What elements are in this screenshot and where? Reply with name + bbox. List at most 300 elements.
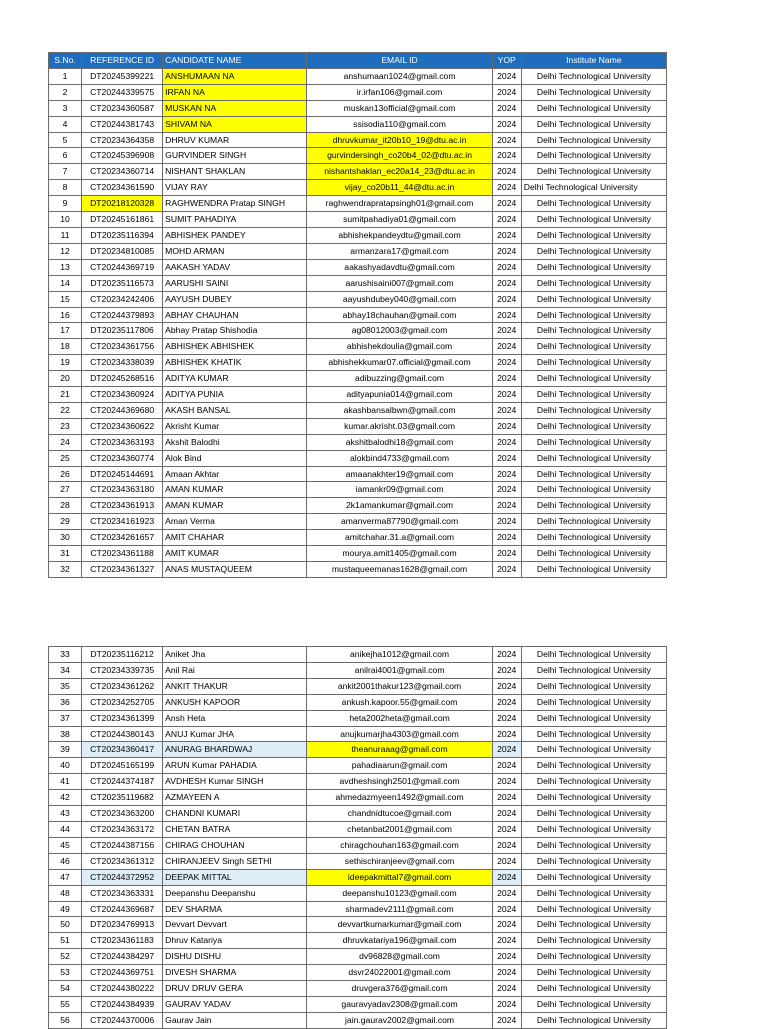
cell-reference-id: DT20234810085 — [82, 243, 163, 259]
cell-yop: 2024 — [492, 355, 521, 371]
cell-sno: 1 — [49, 68, 82, 84]
cell-candidate-name: AVDHESH Kumar SINGH — [163, 774, 307, 790]
cell-yop: 2024 — [492, 243, 521, 259]
cell-yop: 2024 — [492, 996, 521, 1012]
cell-yop: 2024 — [492, 758, 521, 774]
cell-reference-id: DT20235116573 — [82, 275, 163, 291]
table-row — [49, 853, 667, 869]
cell-yop: 2024 — [492, 821, 521, 837]
cell-email-id: 2k1amankumar@gmail.com — [307, 498, 492, 514]
cell-yop: 2024 — [492, 387, 521, 403]
cell-institute-name: Delhi Technological University — [521, 647, 666, 663]
cell-reference-id: DT20235117806 — [82, 323, 163, 339]
cell-institute-name: Delhi Technological University — [521, 450, 666, 466]
cell-candidate-name: DHRUV KUMAR — [163, 132, 307, 148]
cell-email-id: dv96828@gmail.com — [307, 949, 492, 965]
cell-institute-name: Delhi Technological University — [521, 323, 666, 339]
cell-sno: 5 — [49, 132, 82, 148]
table-row — [49, 726, 667, 742]
cell-yop: 2024 — [492, 227, 521, 243]
cell-yop: 2024 — [492, 853, 521, 869]
cell-reference-id: CT20234363180 — [82, 482, 163, 498]
cell-yop: 2024 — [492, 885, 521, 901]
cell-institute-name: Delhi Technological University — [521, 949, 666, 965]
cell-reference-id: CT20234361312 — [82, 853, 163, 869]
header-yop: YOP — [492, 53, 521, 69]
cell-yop: 2024 — [492, 774, 521, 790]
cell-email-id: akshitbalodhi18@gmail.com — [307, 434, 492, 450]
cell-reference-id: CT20244380222 — [82, 981, 163, 997]
cell-yop: 2024 — [492, 148, 521, 164]
cell-candidate-name: ANKUSH KAPOOR — [163, 694, 307, 710]
cell-candidate-name: ABHISHEK PANDEY — [163, 227, 307, 243]
cell-candidate-name: AZMAYEEN A — [163, 790, 307, 806]
cell-candidate-name: CHETAN BATRA — [163, 821, 307, 837]
cell-yop: 2024 — [492, 132, 521, 148]
cell-reference-id: CT20244379893 — [82, 307, 163, 323]
cell-email-id: devvartkumarkumar@gmail.com — [307, 917, 492, 933]
cell-sno: 14 — [49, 275, 82, 291]
table-row — [49, 148, 667, 164]
cell-email-id: raghwendrapratapsingh01@gmail.com — [307, 196, 492, 212]
cell-yop: 2024 — [492, 514, 521, 530]
cell-yop: 2024 — [492, 402, 521, 418]
cell-reference-id: CT20234338039 — [82, 355, 163, 371]
table-row — [49, 530, 667, 546]
cell-candidate-name: IRFAN NA — [163, 84, 307, 100]
cell-email-id: ankush.kapoor.55@gmail.com — [307, 694, 492, 710]
cell-email-id: dsvr24022001@gmail.com — [307, 965, 492, 981]
cell-institute-name: Delhi Technological University — [521, 726, 666, 742]
cell-reference-id: CT20234361183 — [82, 933, 163, 949]
cell-sno: 20 — [49, 371, 82, 387]
cell-candidate-name: ARUN Kumar PAHADIA — [163, 758, 307, 774]
cell-institute-name: Delhi Technological University — [521, 259, 666, 275]
cell-reference-id: DT20245144691 — [82, 466, 163, 482]
cell-yop: 2024 — [492, 837, 521, 853]
cell-reference-id: CT20234252705 — [82, 694, 163, 710]
table-row — [49, 418, 667, 434]
cell-reference-id: CT20244381743 — [82, 116, 163, 132]
cell-reference-id: CT20234360622 — [82, 418, 163, 434]
cell-reference-id: CT20234363172 — [82, 821, 163, 837]
table-row — [49, 387, 667, 403]
cell-email-id: abhay18chauhan@gmail.com — [307, 307, 492, 323]
cell-institute-name: Delhi Technological University — [521, 180, 666, 196]
cell-sno: 44 — [49, 821, 82, 837]
cell-institute-name: Delhi Technological University — [521, 774, 666, 790]
table-row — [49, 742, 667, 758]
table-row — [49, 965, 667, 981]
cell-yop: 2024 — [492, 116, 521, 132]
cell-yop: 2024 — [492, 678, 521, 694]
cell-reference-id: CT20234361188 — [82, 546, 163, 562]
cell-sno: 12 — [49, 243, 82, 259]
cell-candidate-name: GURVINDER SINGH — [163, 148, 307, 164]
cell-reference-id: CT20234339735 — [82, 662, 163, 678]
cell-institute-name: Delhi Technological University — [521, 132, 666, 148]
cell-reference-id: DT20218120328 — [82, 196, 163, 212]
cell-institute-name: Delhi Technological University — [521, 514, 666, 530]
cell-reference-id: DT20245399221 — [82, 68, 163, 84]
cell-reference-id: DT20235116212 — [82, 647, 163, 663]
cell-reference-id: DT20235116394 — [82, 227, 163, 243]
cell-email-id: deepanshu10123@gmail.com — [307, 885, 492, 901]
cell-sno: 38 — [49, 726, 82, 742]
cell-candidate-name: Alok Bind — [163, 450, 307, 466]
table-row — [49, 806, 667, 822]
cell-email-id: amitchahar.31.a@gmail.com — [307, 530, 492, 546]
cell-email-id: gauravyadav2308@gmail.com — [307, 996, 492, 1012]
cell-email-id: vijay_co20b11_44@dtu.ac.in — [307, 180, 492, 196]
cell-yop: 2024 — [492, 434, 521, 450]
cell-reference-id: CT20244387156 — [82, 837, 163, 853]
cell-institute-name: Delhi Technological University — [521, 243, 666, 259]
cell-email-id: druvgera376@gmail.com — [307, 981, 492, 997]
cell-institute-name: Delhi Technological University — [521, 68, 666, 84]
cell-candidate-name: Ansh Heta — [163, 710, 307, 726]
cell-reference-id: CT20234361262 — [82, 678, 163, 694]
cell-yop: 2024 — [492, 307, 521, 323]
cell-email-id: ankit2001thakur123@gmail.com — [307, 678, 492, 694]
cell-sno: 10 — [49, 212, 82, 228]
cell-email-id: dhruvkumar_it20b10_19@dtu.ac.in — [307, 132, 492, 148]
cell-yop: 2024 — [492, 933, 521, 949]
table-row — [49, 180, 667, 196]
table-row — [49, 933, 667, 949]
table-row — [49, 885, 667, 901]
table-row — [49, 498, 667, 514]
cell-email-id: aayushdubey040@gmail.com — [307, 291, 492, 307]
cell-reference-id: DT20245161861 — [82, 212, 163, 228]
cell-sno: 9 — [49, 196, 82, 212]
cell-sno: 30 — [49, 530, 82, 546]
cell-email-id: anujkumarjha4303@gmail.com — [307, 726, 492, 742]
cell-email-id: ahmedazmyeen1492@gmail.com — [307, 790, 492, 806]
cell-institute-name: Delhi Technological University — [521, 212, 666, 228]
cell-email-id: theanuraaag@gmail.com — [307, 742, 492, 758]
cell-institute-name: Delhi Technological University — [521, 885, 666, 901]
cell-email-id: mourya.amit1405@gmail.com — [307, 546, 492, 562]
cell-sno: 49 — [49, 901, 82, 917]
cell-institute-name: Delhi Technological University — [521, 275, 666, 291]
cell-institute-name: Delhi Technological University — [521, 710, 666, 726]
cell-candidate-name: SHIVAM NA — [163, 116, 307, 132]
cell-yop: 2024 — [492, 869, 521, 885]
cell-reference-id: CT20234242406 — [82, 291, 163, 307]
table-row — [49, 821, 667, 837]
table-row — [49, 647, 667, 663]
cell-candidate-name: Aman Verma — [163, 514, 307, 530]
cell-sno: 13 — [49, 259, 82, 275]
cell-candidate-name: DISHU DISHU — [163, 949, 307, 965]
cell-institute-name: Delhi Technological University — [521, 694, 666, 710]
cell-email-id: heta2002heta@gmail.com — [307, 710, 492, 726]
cell-yop: 2024 — [492, 790, 521, 806]
cell-sno: 40 — [49, 758, 82, 774]
cell-institute-name: Delhi Technological University — [521, 821, 666, 837]
cell-candidate-name: ANURAG BHARDWAJ — [163, 742, 307, 758]
cell-yop: 2024 — [492, 68, 521, 84]
table-row — [49, 901, 667, 917]
cell-email-id: chiragchouhan163@gmail.com — [307, 837, 492, 853]
cell-reference-id: CT20234361913 — [82, 498, 163, 514]
cell-reference-id: CT20234361399 — [82, 710, 163, 726]
cell-reference-id: CT20234360774 — [82, 450, 163, 466]
cell-sno: 11 — [49, 227, 82, 243]
table-row — [49, 291, 667, 307]
cell-institute-name: Delhi Technological University — [521, 434, 666, 450]
cell-sno: 56 — [49, 1012, 82, 1028]
cell-yop: 2024 — [492, 498, 521, 514]
table-row — [49, 996, 667, 1012]
cell-sno: 28 — [49, 498, 82, 514]
cell-institute-name: Delhi Technological University — [521, 837, 666, 853]
cell-candidate-name: AMIT KUMAR — [163, 546, 307, 562]
cell-candidate-name: Dhruv Katariya — [163, 933, 307, 949]
cell-institute-name: Delhi Technological University — [521, 662, 666, 678]
cell-institute-name: Delhi Technological University — [521, 387, 666, 403]
cell-email-id: gurvindersingh_co20b4_02@dtu.ac.in — [307, 148, 492, 164]
cell-sno: 24 — [49, 434, 82, 450]
cell-sno: 18 — [49, 339, 82, 355]
cell-institute-name: Delhi Technological University — [521, 996, 666, 1012]
cell-sno: 51 — [49, 933, 82, 949]
table-row — [49, 869, 667, 885]
cell-sno: 27 — [49, 482, 82, 498]
cell-reference-id: CT20234361756 — [82, 339, 163, 355]
table-row — [49, 323, 667, 339]
cell-sno: 48 — [49, 885, 82, 901]
cell-sno: 23 — [49, 418, 82, 434]
cell-institute-name: Delhi Technological University — [521, 100, 666, 116]
cell-candidate-name: SUMIT PAHADIYA — [163, 212, 307, 228]
cell-sno: 3 — [49, 100, 82, 116]
cell-sno: 45 — [49, 837, 82, 853]
cell-sno: 50 — [49, 917, 82, 933]
table-row — [49, 116, 667, 132]
cell-yop: 2024 — [492, 100, 521, 116]
header-candidate-name: CANDIDATE NAME — [163, 53, 307, 69]
cell-email-id: anshumaan1024@gmail.com — [307, 68, 492, 84]
cell-reference-id: CT20244384297 — [82, 949, 163, 965]
cell-institute-name: Delhi Technological University — [521, 869, 666, 885]
cell-sno: 47 — [49, 869, 82, 885]
cell-candidate-name: DIVESH SHARMA — [163, 965, 307, 981]
table-row — [49, 339, 667, 355]
cell-reference-id: CT20244370006 — [82, 1012, 163, 1028]
cell-reference-id: CT20234363331 — [82, 885, 163, 901]
cell-reference-id: CT20244380143 — [82, 726, 163, 742]
cell-sno: 17 — [49, 323, 82, 339]
cell-yop: 2024 — [492, 291, 521, 307]
cell-email-id: abhishekkumar07.official@gmail.com — [307, 355, 492, 371]
cell-email-id: sharmadev2111@gmail.com — [307, 901, 492, 917]
table-row — [49, 562, 667, 578]
table-row — [49, 434, 667, 450]
cell-candidate-name: DRUV DRUV GERA — [163, 981, 307, 997]
cell-candidate-name: DEV SHARMA — [163, 901, 307, 917]
cell-institute-name: Delhi Technological University — [521, 339, 666, 355]
table-body-2 — [49, 647, 667, 1029]
cell-reference-id: CT20234364358 — [82, 132, 163, 148]
cell-institute-name: Delhi Technological University — [521, 965, 666, 981]
cell-candidate-name: Anil Rai — [163, 662, 307, 678]
cell-sno: 39 — [49, 742, 82, 758]
cell-sno: 4 — [49, 116, 82, 132]
table-row — [49, 466, 667, 482]
cell-sno: 21 — [49, 387, 82, 403]
cell-yop: 2024 — [492, 450, 521, 466]
cell-institute-name: Delhi Technological University — [521, 164, 666, 180]
cell-candidate-name: Gaurav Jain — [163, 1012, 307, 1028]
cell-candidate-name: AARUSHI SAINI — [163, 275, 307, 291]
cell-email-id: anikejha1012@gmail.com — [307, 647, 492, 663]
table-row — [49, 164, 667, 180]
cell-candidate-name: AMAN KUMAR — [163, 482, 307, 498]
cell-reference-id: DT20234769913 — [82, 917, 163, 933]
cell-institute-name: Delhi Technological University — [521, 482, 666, 498]
cell-email-id: iamankr09@gmail.com — [307, 482, 492, 498]
cell-reference-id: CT20244339575 — [82, 84, 163, 100]
cell-email-id: sumitpahadiya01@gmail.com — [307, 212, 492, 228]
table-row — [49, 275, 667, 291]
cell-institute-name: Delhi Technological University — [521, 1012, 666, 1028]
cell-reference-id: CT20244369680 — [82, 402, 163, 418]
cell-reference-id: CT20244369687 — [82, 901, 163, 917]
cell-sno: 54 — [49, 981, 82, 997]
cell-yop: 2024 — [492, 662, 521, 678]
cell-candidate-name: CHANDNI KUMARI — [163, 806, 307, 822]
cell-sno: 29 — [49, 514, 82, 530]
cell-institute-name: Delhi Technological University — [521, 853, 666, 869]
cell-candidate-name: RAGHWENDRA Pratap SINGH — [163, 196, 307, 212]
table-row — [49, 1012, 667, 1028]
cell-candidate-name: Abhay Pratap Shishodia — [163, 323, 307, 339]
table-row — [49, 546, 667, 562]
cell-institute-name: Delhi Technological University — [521, 402, 666, 418]
cell-sno: 6 — [49, 148, 82, 164]
cell-candidate-name: ABHAY CHAUHAN — [163, 307, 307, 323]
table-row — [49, 212, 667, 228]
cell-institute-name: Delhi Technological University — [521, 981, 666, 997]
cell-candidate-name: AMAN KUMAR — [163, 498, 307, 514]
cell-yop: 2024 — [492, 275, 521, 291]
cell-email-id: armanzara17@gmail.com — [307, 243, 492, 259]
cell-reference-id: CT20234360587 — [82, 100, 163, 116]
table-row — [49, 482, 667, 498]
table-row — [49, 371, 667, 387]
table-row — [49, 949, 667, 965]
cell-candidate-name: Deepanshu Deepanshu — [163, 885, 307, 901]
cell-institute-name: Delhi Technological University — [521, 806, 666, 822]
cell-sno: 22 — [49, 402, 82, 418]
table-row — [49, 355, 667, 371]
cell-yop: 2024 — [492, 530, 521, 546]
cell-yop: 2024 — [492, 339, 521, 355]
table-row — [49, 196, 667, 212]
cell-candidate-name: ADITYA PUNIA — [163, 387, 307, 403]
cell-email-id: adibuzzing@gmail.com — [307, 371, 492, 387]
cell-email-id: abhishekpandeydtu@gmail.com — [307, 227, 492, 243]
cell-yop: 2024 — [492, 949, 521, 965]
cell-reference-id: DT20245165199 — [82, 758, 163, 774]
cell-yop: 2024 — [492, 371, 521, 387]
cell-yop: 2024 — [492, 694, 521, 710]
cell-yop: 2024 — [492, 546, 521, 562]
table-row — [49, 100, 667, 116]
cell-candidate-name: ANUJ Kumar JHA — [163, 726, 307, 742]
table-row — [49, 678, 667, 694]
cell-reference-id: CT20234360924 — [82, 387, 163, 403]
cell-sno: 32 — [49, 562, 82, 578]
cell-reference-id: DT20245268516 — [82, 371, 163, 387]
cell-institute-name: Delhi Technological University — [521, 116, 666, 132]
cell-candidate-name: Aniket Jha — [163, 647, 307, 663]
cell-reference-id: CT20234361590 — [82, 180, 163, 196]
cell-candidate-name: Devvart Devvart — [163, 917, 307, 933]
cell-candidate-name: DEEPAK MITTAL — [163, 869, 307, 885]
cell-candidate-name: CHIRANJEEV Singh SETHI — [163, 853, 307, 869]
cell-institute-name: Delhi Technological University — [521, 933, 666, 949]
table-row — [49, 132, 667, 148]
table-body-1 — [49, 68, 667, 577]
cell-candidate-name: ANSHUMAAN NA — [163, 68, 307, 84]
cell-candidate-name: ADITYA KUMAR — [163, 371, 307, 387]
cell-institute-name: Delhi Technological University — [521, 530, 666, 546]
cell-sno: 55 — [49, 996, 82, 1012]
cell-sno: 15 — [49, 291, 82, 307]
cell-sno: 31 — [49, 546, 82, 562]
cell-email-id: aarushisaini007@gmail.com — [307, 275, 492, 291]
cell-email-id: nishantshaklan_ec20a14_23@dtu.ac.in — [307, 164, 492, 180]
cell-sno: 7 — [49, 164, 82, 180]
candidate-table-1 — [48, 52, 667, 578]
cell-reference-id: CT20234261657 — [82, 530, 163, 546]
cell-email-id: dhruvkatariya196@gmail.com — [307, 933, 492, 949]
cell-institute-name: Delhi Technological University — [521, 790, 666, 806]
cell-candidate-name: ANKIT THAKUR — [163, 678, 307, 694]
cell-sno: 16 — [49, 307, 82, 323]
cell-yop: 2024 — [492, 710, 521, 726]
cell-yop: 2024 — [492, 562, 521, 578]
table-row — [49, 694, 667, 710]
cell-institute-name: Delhi Technological University — [521, 546, 666, 562]
cell-candidate-name: ANAS MUSTAQUEEM — [163, 562, 307, 578]
header-reference-id: REFERENCE ID — [82, 53, 163, 69]
table-row — [49, 774, 667, 790]
table-row — [49, 662, 667, 678]
cell-email-id: akashbansalbwn@gmail.com — [307, 402, 492, 418]
cell-yop: 2024 — [492, 180, 521, 196]
cell-yop: 2024 — [492, 323, 521, 339]
cell-institute-name: Delhi Technological University — [521, 758, 666, 774]
cell-email-id: chetanbat2001@gmail.com — [307, 821, 492, 837]
cell-reference-id: CT20234360714 — [82, 164, 163, 180]
cell-sno: 42 — [49, 790, 82, 806]
candidate-table-2 — [48, 646, 667, 1029]
cell-sno: 2 — [49, 84, 82, 100]
cell-candidate-name: CHIRAG CHOUHAN — [163, 837, 307, 853]
cell-yop: 2024 — [492, 806, 521, 822]
cell-sno: 26 — [49, 466, 82, 482]
cell-institute-name: Delhi Technological University — [521, 84, 666, 100]
table-row — [49, 227, 667, 243]
cell-reference-id: CT20245396908 — [82, 148, 163, 164]
table-row — [49, 243, 667, 259]
header-row — [49, 53, 667, 69]
cell-sno: 52 — [49, 949, 82, 965]
